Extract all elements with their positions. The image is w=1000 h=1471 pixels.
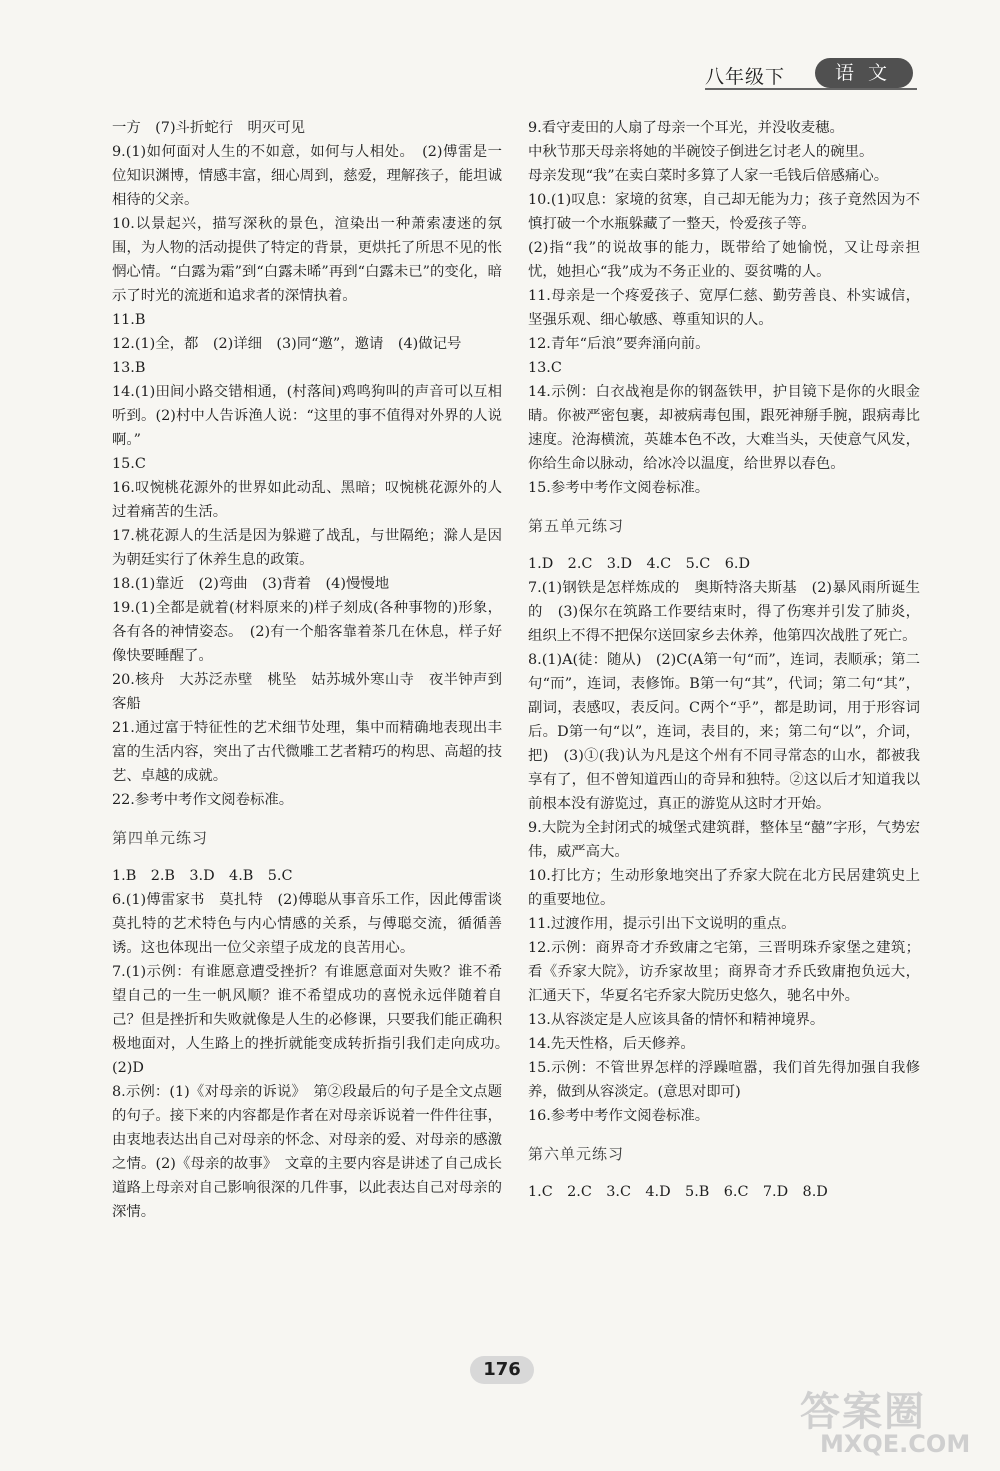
answer-item: 13.从容淡定是人应该具备的情怀和精神境界。 (528, 1012, 825, 1028)
page-header (705, 58, 915, 92)
answer-item: 19.(1)全都是就着(材料原来的)样子刻成(各种事物的)形象，各有各的神情姿态。 (2)有一个船客靠着茶几在休息，样子好像快要睡醒了。 (112, 600, 502, 664)
answer-item: 12.示例：商界奇才乔致庸之宅第，三晋明珠乔家堡之建筑；看《乔家大院》，访乔家故里；商界奇才乔氏致庸抱负远大，汇通天下，华夏名宅乔家大院历史悠久，驰名中外。 (528, 940, 920, 1004)
answer-item: (2)指“我”的说故事的能力，既带给了她愉悦，又让母亲担忧，她担心“我”成为不务正业的、耍贫嘴的人。 (528, 240, 920, 280)
right-column (528, 116, 920, 1204)
answer-item: 9.看守麦田的人扇了母亲一个耳光，并没收麦穗。 (528, 120, 844, 136)
answer-item: 11.B (112, 312, 146, 328)
answer-item: 6.(1)傅雷家书 莫扎特 (2)傅聪从事音乐工作，因此傅雷谈莫扎特的艺术特色与内心情感的关系，与傅聪交流，循循善诱。这也体现出一位父亲望子成龙的良苦用心。 (112, 892, 502, 956)
answer-item: 10.打比方；生动形象地突出了乔家大院在北方民居建筑史上的重要地位。 (528, 868, 920, 908)
answer-item: 21.通过富于特征性的艺术细节处理，集中而精确地表现出丰富的生活内容，突出了古代微雕工艺者精巧的构思、高超的技艺、卓越的成就。 (112, 720, 502, 784)
answer-item: 一方 (7)斗折蛇行 明灭可见 (112, 120, 306, 136)
answer-item: 13.B (112, 360, 146, 376)
left-column (112, 116, 517, 1224)
answer-item: 17.桃花源人的生活是因为躲避了战乱，与世隔绝；滁人是因为朝廷实行了休养生息的政策。 (112, 528, 502, 568)
answer-item: 13.C (528, 360, 562, 376)
answer-item: 1.B 2.B 3.D 4.B 5.C (112, 868, 293, 884)
answer-item: 9.(1)如何面对人生的不如意，如何与人相处。 (2)傅雷是一位知识渊博，情感丰富，细心周到，慈爱，理解孩子，能坦诚相待的父亲。 (112, 144, 502, 208)
answer-item: 14.示例：白衣战袍是你的钢盔铁甲，护目镜下是你的火眼金睛。你被严密包裹，却被病毒包围，跟死神掰手腕，跟病毒比速度。沧海横流，英雄本色不改，大难当头，天使意气风发，你给生命以脉动，给冰冷以温度，给世界以春色。 (528, 384, 920, 472)
answer-item: 12.青年“后浪”要奔涌向前。 (528, 336, 710, 352)
answer-item: 10.(1)叹息：家境的贫寒，自己却无能为力；孩子竟然因为不慎打破一个水瓶躲藏了一整天，怜爱孩子等。 (528, 192, 920, 232)
answer-item: 1.C 2.C 3.C 4.D 5.B 6.C 7.D 8.D (528, 1184, 828, 1200)
answer-item: 14.(1)田间小路交错相通，(村落间)鸡鸣狗叫的声音可以互相听到。(2)村中人告诉渔人说：“这里的事不值得对外界的人说啊。” (112, 384, 502, 448)
answer-item: 中秋节那天母亲将她的半碗饺子倒进乞讨老人的碗里。 (528, 144, 874, 160)
answer-item: 母亲发现“我”在卖白菜时多算了人家一毛钱后倍感痛心。 (528, 168, 889, 184)
answer-item: 10.以景起兴，描写深秋的景色，渲染出一种萧索凄迷的氛围，为人物的活动提供了特定的背景，更烘托了所思不见的怅惘心情。“白露为霜”到“白露未晞”再到“白露未已”的变化，暗示了时光的流逝和追求者的深情执着。 (112, 216, 502, 304)
answer-item: 8.(1)A(徒：随从) (2)C(A第一句“而”，连词，表顺承；第二句“而”，连词，表修饰。B第一句“其”，代词；第二句“其”，副词，表感叹，表反问。C两个“乎”，都是助词，用于形容词后。D第一句“以”，连词，表目的，来；第二句“以”，介词，把) (3)①(我)认为凡是这个州有不同寻常态的山水，都被我享有了，但不曾知道西山的奇异和独特。②这以后才知道我以前根本没有游览过，真正的游览从这时才开始。 (528, 652, 920, 812)
section-title: 第六单元练习 (528, 1145, 625, 1163)
watermark-url: MXQE.COM (820, 1430, 971, 1458)
section-title: 第四单元练习 (112, 829, 209, 847)
answer-item: 12.(1)全，都 (2)详细 (3)同“邀”，邀请 (4)做记号 (112, 336, 462, 352)
page-number: 176 (470, 1356, 534, 1384)
answer-item: 18.(1)靠近 (2)弯曲 (3)背着 (4)慢慢地 (112, 576, 390, 592)
answer-item: 7.(1)钢铁是怎样炼成的 奥斯特洛夫斯基 (2)暴风雨所诞生的 (3)保尔在筑路工作要结束时，得了伤寒并引发了肺炎，组织上不得不把保尔送回家乡去休养，他第四次战胜了死亡。 (528, 580, 920, 644)
watermark (800, 1380, 990, 1466)
answer-item: 8.示例：(1)《对母亲的诉说》 第②段最后的句子是全文点题的句子。接下来的内容都是作者在对母亲诉说着一件件往事，由衷地表达出自己对母亲的怀念、对母亲的爱、对母亲的感激之情。(2)《母亲的故事》 文章的主要内容是讲述了自己成长道路上母亲对自己影响很深的几件事，以此表达自己对母亲的深情。 (112, 1084, 502, 1220)
answer-item: 14.先天性格，后天修养。 (528, 1036, 695, 1052)
header-underline (705, 88, 917, 90)
answer-item: 16.叹惋桃花源外的世界如此动乱、黑暗；叹惋桃花源外的人过着痛苦的生活。 (112, 480, 502, 520)
answer-item: 15.示例：不管世界怎样的浮躁喧嚣，我们首先得加强自我修养，做到从容淡定。(意思对即可) (528, 1060, 920, 1100)
answer-item: 15.C (112, 456, 146, 472)
answer-item: 9.大院为全封闭式的城堡式建筑群，整体呈“囍”字形，气势宏伟，威严高大。 (528, 820, 920, 860)
watermark-logo: 答案圈 (800, 1389, 926, 1435)
section-title: 第五单元练习 (528, 517, 625, 535)
subject-badge: 语文 (815, 58, 913, 88)
answer-item: 20.核舟 大苏泛赤壁 桃坠 姑苏城外寒山寺 夜半钟声到客船 (112, 672, 502, 712)
answer-item: 11.过渡作用，提示引出下文说明的重点。 (528, 916, 796, 932)
answer-item: 7.(1)示例：有谁愿意遭受挫折？有谁愿意面对失败？谁不希望自己的一生一帆风顺？谁不希望成功的喜悦永远伴随着自己？但是挫折和失败就像是人生的必修课，只要我们能正确积极地面对，人生路上的挫折就能变成转折指引我们走向成功。 (2)D (112, 964, 517, 1076)
answer-item: 11.母亲是一个疼爱孩子、宽厚仁慈、勤劳善良、朴实诚信，坚强乐观、细心敏感、尊重知识的人。 (528, 288, 920, 328)
grade-label: 八年级下 (705, 66, 786, 88)
answer-item: 1.D 2.C 3.D 4.C 5.C 6.D (528, 556, 750, 572)
answer-item: 22.参考中考作文阅卷标准。 (112, 792, 294, 808)
answer-item: 16.参考中考作文阅卷标准。 (528, 1108, 710, 1124)
answer-item: 15.参考中考作文阅卷标准。 (528, 480, 710, 496)
